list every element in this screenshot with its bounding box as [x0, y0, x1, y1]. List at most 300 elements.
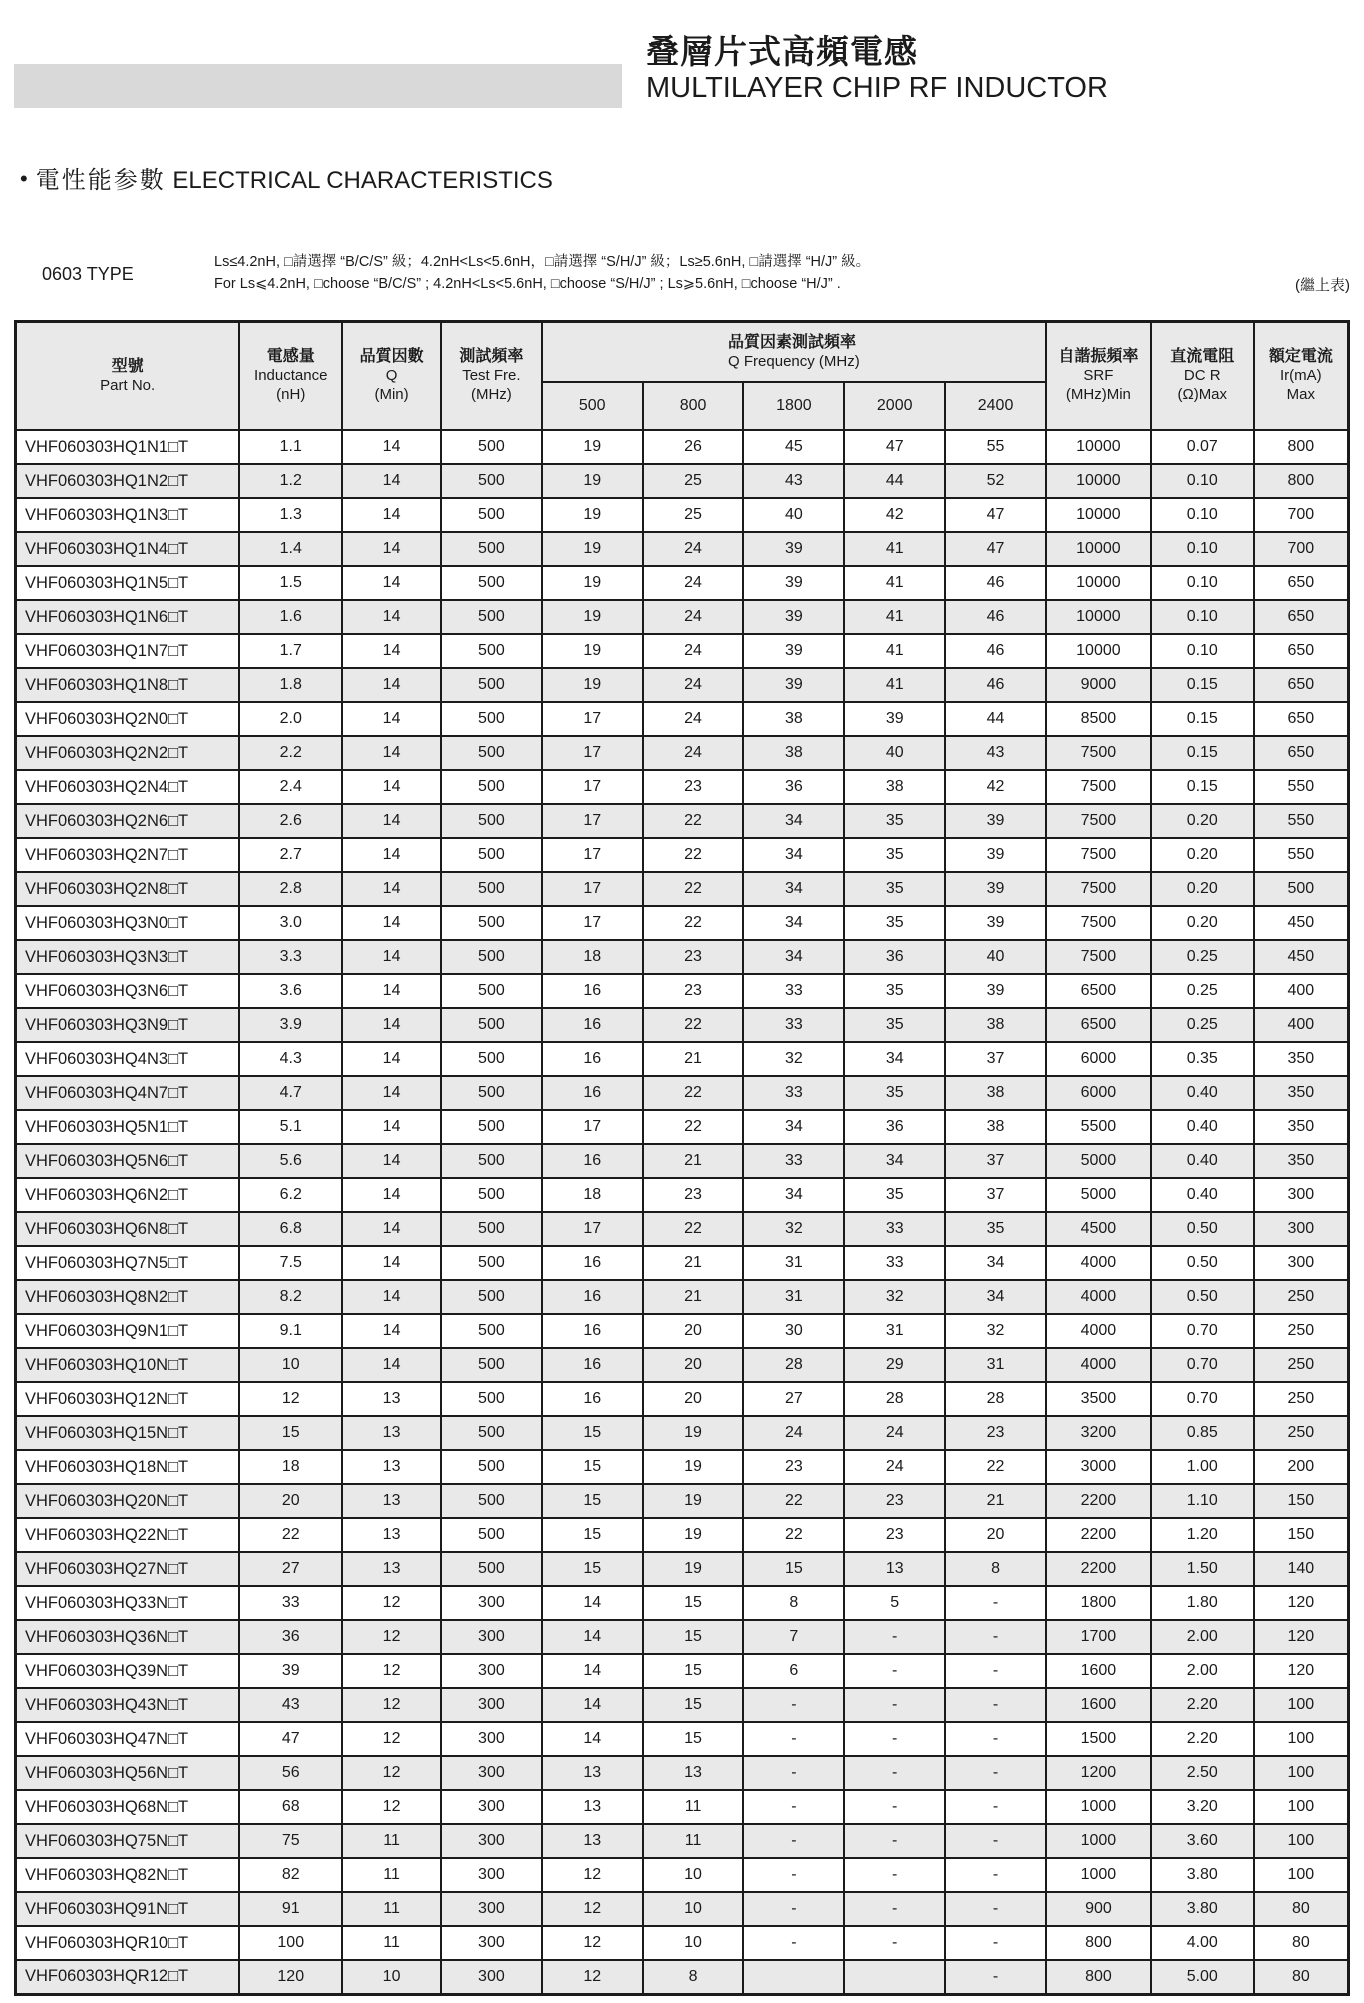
cell-rated-current: 350: [1254, 1110, 1349, 1144]
cell-q-at-2400: 28: [945, 1382, 1046, 1416]
cell-q-at-1800: 36: [743, 770, 844, 804]
cell-q-at-2000: 35: [844, 906, 945, 940]
cell-q-at-500: 14: [542, 1620, 643, 1654]
cell-q-min: 14: [342, 1076, 441, 1110]
cell-srf: 7500: [1046, 906, 1151, 940]
cell-q-at-800: 22: [643, 906, 744, 940]
table-row: [16, 1824, 1349, 1858]
bullet-icon: •: [20, 166, 28, 191]
cell-inductance: 18: [239, 1450, 342, 1484]
cell-test-frequency: 500: [441, 464, 542, 498]
cell-dcr: 3.20: [1151, 1790, 1254, 1824]
cell-q-at-1800: 34: [743, 804, 844, 838]
cell-rated-current: 250: [1254, 1416, 1349, 1450]
cell-q-at-2400: 39: [945, 804, 1046, 838]
cell-inductance: 10: [239, 1348, 342, 1382]
cell-q-at-2000: 5: [844, 1586, 945, 1620]
cell-q-at-500: 19: [542, 668, 643, 702]
table-row: [16, 1722, 1349, 1756]
cell-srf: 3500: [1046, 1382, 1151, 1416]
cell-rated-current: 100: [1254, 1824, 1349, 1858]
cell-q-at-2400: -: [945, 1756, 1046, 1790]
cell-test-frequency: 300: [441, 1824, 542, 1858]
page-title-cjk: 叠層片式高頻電感: [646, 33, 918, 70]
cell-part-no: VHF060303HQ3N0□T: [16, 906, 240, 940]
cell-q-at-800: 22: [643, 872, 744, 906]
cell-q-min: 12: [342, 1722, 441, 1756]
cell-q-at-500: 13: [542, 1756, 643, 1790]
cell-q-at-1800: -: [743, 1858, 844, 1892]
cell-q-min: 13: [342, 1416, 441, 1450]
cell-q-at-2000: 35: [844, 974, 945, 1008]
cell-q-at-800: 20: [643, 1314, 744, 1348]
cell-inductance: 4.3: [239, 1042, 342, 1076]
table-row: [16, 498, 1349, 532]
cell-rated-current: 350: [1254, 1076, 1349, 1110]
cell-srf: 5000: [1046, 1144, 1151, 1178]
cell-q-at-1800: 34: [743, 906, 844, 940]
cell-part-no: VHF060303HQ6N2□T: [16, 1178, 240, 1212]
cell-rated-current: 120: [1254, 1654, 1349, 1688]
cell-part-no: VHF060303HQ1N3□T: [16, 498, 240, 532]
cell-q-at-2000: 33: [844, 1212, 945, 1246]
cell-q-at-2400: -: [945, 1722, 1046, 1756]
cell-q-at-2000: 34: [844, 1042, 945, 1076]
cell-q-at-800: 21: [643, 1144, 744, 1178]
table-row: [16, 1586, 1349, 1620]
cell-q-at-2000: -: [844, 1688, 945, 1722]
cell-dcr: 0.50: [1151, 1280, 1254, 1314]
cell-test-frequency: 500: [441, 940, 542, 974]
cell-part-no: VHF060303HQ12N□T: [16, 1382, 240, 1416]
cell-q-at-500: 14: [542, 1586, 643, 1620]
cell-srf: 4000: [1046, 1246, 1151, 1280]
cell-test-frequency: 500: [441, 804, 542, 838]
cell-dcr: 0.15: [1151, 702, 1254, 736]
cell-q-at-1800: 39: [743, 634, 844, 668]
cell-inductance: 91: [239, 1892, 342, 1926]
cell-q-min: 14: [342, 804, 441, 838]
cell-q-at-2400: 34: [945, 1280, 1046, 1314]
cell-q-at-2000: 23: [844, 1518, 945, 1552]
cell-q-min: 13: [342, 1484, 441, 1518]
table-row: [16, 1552, 1349, 1586]
table-header: [16, 322, 1349, 431]
cell-q-at-1800: 39: [743, 668, 844, 702]
cell-q-min: 14: [342, 566, 441, 600]
cell-q-at-2000: 35: [844, 804, 945, 838]
cell-q-at-500: 16: [542, 1042, 643, 1076]
cell-q-min: 11: [342, 1858, 441, 1892]
cell-q-min: 14: [342, 668, 441, 702]
cell-q-at-500: 13: [542, 1824, 643, 1858]
cell-srf: 1000: [1046, 1858, 1151, 1892]
table-row: [16, 872, 1349, 906]
cell-q-at-2000: 28: [844, 1382, 945, 1416]
table-row: [16, 1518, 1349, 1552]
cell-inductance: 36: [239, 1620, 342, 1654]
cell-q-at-2000: 40: [844, 736, 945, 770]
table-row: [16, 1382, 1349, 1416]
cell-q-at-800: 24: [643, 532, 744, 566]
cell-srf: 3200: [1046, 1416, 1151, 1450]
cell-rated-current: 650: [1254, 634, 1349, 668]
cell-q-at-800: 23: [643, 1178, 744, 1212]
cell-q-min: 14: [342, 838, 441, 872]
cell-q-at-500: 18: [542, 940, 643, 974]
cell-rated-current: 300: [1254, 1212, 1349, 1246]
cell-q-at-500: 12: [542, 1858, 643, 1892]
table-body: [16, 430, 1349, 1994]
cell-part-no: VHF060303HQ20N□T: [16, 1484, 240, 1518]
cell-srf: 3000: [1046, 1450, 1151, 1484]
cell-q-at-2000: 35: [844, 1008, 945, 1042]
cell-q-at-500: 16: [542, 1246, 643, 1280]
cell-q-at-2000: 41: [844, 566, 945, 600]
cell-inductance: 12: [239, 1382, 342, 1416]
cell-test-frequency: 500: [441, 1076, 542, 1110]
cell-part-no: VHF060303HQ4N3□T: [16, 1042, 240, 1076]
cell-part-no: VHF060303HQ1N2□T: [16, 464, 240, 498]
cell-q-at-1800: 32: [743, 1042, 844, 1076]
cell-q-min: 12: [342, 1654, 441, 1688]
table-row: [16, 1416, 1349, 1450]
cell-q-at-2400: 22: [945, 1450, 1046, 1484]
cell-part-no: VHF060303HQ7N5□T: [16, 1246, 240, 1280]
cell-q-at-2000: 36: [844, 940, 945, 974]
cell-inductance: 68: [239, 1790, 342, 1824]
cell-test-frequency: 300: [441, 1790, 542, 1824]
cell-dcr: 0.10: [1151, 532, 1254, 566]
cell-dcr: 2.00: [1151, 1654, 1254, 1688]
column-header-test-frequency: 測試頻率 Test Fre. (MHz): [441, 322, 542, 431]
cell-q-at-500: 16: [542, 1314, 643, 1348]
cell-q-at-1800: 33: [743, 1008, 844, 1042]
cell-inductance: 75: [239, 1824, 342, 1858]
cell-q-at-800: 15: [643, 1722, 744, 1756]
table-row: [16, 838, 1349, 872]
cell-inductance: 1.4: [239, 532, 342, 566]
cell-q-at-2000: 41: [844, 600, 945, 634]
cell-q-at-2000: -: [844, 1790, 945, 1824]
cell-q-at-500: 16: [542, 1382, 643, 1416]
cell-srf: 1200: [1046, 1756, 1151, 1790]
cell-q-at-500: 19: [542, 600, 643, 634]
cell-q-at-800: 24: [643, 566, 744, 600]
cell-q-at-2000: -: [844, 1620, 945, 1654]
cell-inductance: 3.6: [239, 974, 342, 1008]
cell-test-frequency: 500: [441, 1178, 542, 1212]
cell-q-at-2000: -: [844, 1892, 945, 1926]
cell-q-at-800: 24: [643, 634, 744, 668]
cell-q-at-2400: 32: [945, 1314, 1046, 1348]
cell-test-frequency: 300: [441, 1960, 542, 1994]
cell-q-at-1800: [743, 1960, 844, 1994]
cell-q-at-1800: 38: [743, 736, 844, 770]
cell-q-at-2400: 39: [945, 838, 1046, 872]
cell-q-at-1800: 15: [743, 1552, 844, 1586]
cell-q-min: 12: [342, 1620, 441, 1654]
cell-q-at-2400: 37: [945, 1178, 1046, 1212]
cell-part-no: VHF060303HQ2N0□T: [16, 702, 240, 736]
cell-q-at-1800: 34: [743, 872, 844, 906]
cell-srf: 2200: [1046, 1518, 1151, 1552]
cell-srf: 10000: [1046, 464, 1151, 498]
cell-rated-current: 80: [1254, 1926, 1349, 1960]
cell-test-frequency: 500: [441, 1416, 542, 1450]
cell-q-at-800: 22: [643, 1076, 744, 1110]
cell-q-at-2400: 55: [945, 430, 1046, 464]
cell-q-at-800: 23: [643, 974, 744, 1008]
cell-q-at-800: 19: [643, 1484, 744, 1518]
page-title-en: MULTILAYER CHIP RF INDUCTOR: [646, 71, 1108, 104]
cell-q-at-2000: 42: [844, 498, 945, 532]
cell-test-frequency: 300: [441, 1688, 542, 1722]
cell-dcr: 4.00: [1151, 1926, 1254, 1960]
table-row: [16, 430, 1349, 464]
cell-q-min: 14: [342, 736, 441, 770]
type-label: 0603 TYPE: [42, 264, 134, 284]
cell-part-no: VHF060303HQ56N□T: [16, 1756, 240, 1790]
cell-q-at-500: 16: [542, 1076, 643, 1110]
cell-srf: 10000: [1046, 498, 1151, 532]
cell-part-no: VHF060303HQ2N2□T: [16, 736, 240, 770]
cell-part-no: VHF060303HQ5N6□T: [16, 1144, 240, 1178]
cell-rated-current: 500: [1254, 872, 1349, 906]
table-row: [16, 770, 1349, 804]
table-row: [16, 906, 1349, 940]
cell-dcr: 2.50: [1151, 1756, 1254, 1790]
cell-dcr: 1.50: [1151, 1552, 1254, 1586]
table-row: [16, 1858, 1349, 1892]
cell-dcr: 3.80: [1151, 1892, 1254, 1926]
cell-srf: 1800: [1046, 1586, 1151, 1620]
cell-rated-current: 120: [1254, 1586, 1349, 1620]
cell-q-at-500: 14: [542, 1654, 643, 1688]
cell-q-at-1800: 7: [743, 1620, 844, 1654]
cell-q-at-2000: 34: [844, 1144, 945, 1178]
cell-inductance: 1.8: [239, 668, 342, 702]
cell-q-at-800: 24: [643, 668, 744, 702]
cell-rated-current: 650: [1254, 600, 1349, 634]
cell-inductance: 8.2: [239, 1280, 342, 1314]
cell-q-at-500: 16: [542, 1280, 643, 1314]
cell-dcr: 0.10: [1151, 566, 1254, 600]
cell-srf: 9000: [1046, 668, 1151, 702]
cell-q-at-2000: 24: [844, 1450, 945, 1484]
cell-q-at-800: 24: [643, 702, 744, 736]
cell-q-at-800: 21: [643, 1042, 744, 1076]
cell-q-at-2400: 38: [945, 1110, 1046, 1144]
cell-inductance: 1.2: [239, 464, 342, 498]
cell-q-at-1800: 8: [743, 1586, 844, 1620]
cell-srf: 8500: [1046, 702, 1151, 736]
cell-part-no: VHF060303HQ2N7□T: [16, 838, 240, 872]
cell-rated-current: 80: [1254, 1960, 1349, 1994]
cell-q-min: 12: [342, 1688, 441, 1722]
column-header-freq-2400: 2400: [945, 382, 1046, 430]
cell-q-at-1800: -: [743, 1756, 844, 1790]
cell-q-min: 14: [342, 430, 441, 464]
cell-q-min: 14: [342, 498, 441, 532]
cell-q-at-1800: -: [743, 1790, 844, 1824]
cell-q-at-2400: -: [945, 1654, 1046, 1688]
cell-inductance: 4.7: [239, 1076, 342, 1110]
cell-test-frequency: 500: [441, 1518, 542, 1552]
cell-test-frequency: 500: [441, 1110, 542, 1144]
cell-q-at-2400: -: [945, 1620, 1046, 1654]
cell-q-min: 10: [342, 1960, 441, 1994]
cell-part-no: VHF060303HQ91N□T: [16, 1892, 240, 1926]
cell-part-no: VHF060303HQ1N8□T: [16, 668, 240, 702]
cell-q-at-800: 19: [643, 1518, 744, 1552]
cell-q-min: 11: [342, 1926, 441, 1960]
cell-q-at-2000: -: [844, 1722, 945, 1756]
cell-part-no: VHF060303HQ36N□T: [16, 1620, 240, 1654]
cell-q-at-2400: 44: [945, 702, 1046, 736]
cell-srf: 1500: [1046, 1722, 1151, 1756]
cell-q-min: 14: [342, 1314, 441, 1348]
cell-test-frequency: 500: [441, 1008, 542, 1042]
cell-q-at-2400: 38: [945, 1076, 1046, 1110]
cell-q-at-2400: 46: [945, 668, 1046, 702]
cell-q-min: 11: [342, 1892, 441, 1926]
header-gray-band: [14, 64, 622, 108]
cell-q-at-2400: 46: [945, 600, 1046, 634]
cell-part-no: VHF060303HQ43N□T: [16, 1688, 240, 1722]
cell-test-frequency: 500: [441, 702, 542, 736]
table-row: [16, 1620, 1349, 1654]
cell-q-min: 14: [342, 940, 441, 974]
cell-part-no: VHF060303HQ4N7□T: [16, 1076, 240, 1110]
cell-dcr: 0.15: [1151, 770, 1254, 804]
cell-inductance: 56: [239, 1756, 342, 1790]
cell-test-frequency: 300: [441, 1722, 542, 1756]
table-row: [16, 1688, 1349, 1722]
cell-q-at-1800: 22: [743, 1484, 844, 1518]
cell-q-min: 12: [342, 1790, 441, 1824]
table-row: [16, 736, 1349, 770]
cell-q-at-800: 19: [643, 1552, 744, 1586]
cell-rated-current: 100: [1254, 1858, 1349, 1892]
cell-q-at-2400: 39: [945, 974, 1046, 1008]
cell-srf: 10000: [1046, 430, 1151, 464]
cell-test-frequency: 300: [441, 1620, 542, 1654]
cell-q-min: 14: [342, 1008, 441, 1042]
cell-inductance: 39: [239, 1654, 342, 1688]
cell-part-no: VHF060303HQ22N□T: [16, 1518, 240, 1552]
cell-rated-current: 800: [1254, 430, 1349, 464]
cell-rated-current: 300: [1254, 1178, 1349, 1212]
cell-inductance: 5.6: [239, 1144, 342, 1178]
cell-q-at-800: 19: [643, 1416, 744, 1450]
cell-q-at-2400: 20: [945, 1518, 1046, 1552]
cell-part-no: VHF060303HQ1N1□T: [16, 430, 240, 464]
cell-inductance: 1.3: [239, 498, 342, 532]
cell-q-at-800: 22: [643, 838, 744, 872]
cell-q-at-1800: 34: [743, 1110, 844, 1144]
cell-test-frequency: 500: [441, 1144, 542, 1178]
table-row: [16, 804, 1349, 838]
cell-q-at-500: 14: [542, 1688, 643, 1722]
cell-q-min: 14: [342, 532, 441, 566]
cell-dcr: 0.20: [1151, 804, 1254, 838]
cell-inductance: 7.5: [239, 1246, 342, 1280]
cell-srf: 2200: [1046, 1484, 1151, 1518]
cell-part-no: VHF060303HQR12□T: [16, 1960, 240, 1994]
note-line-2: For Ls⩽4.2nH, □choose “B/C/S” ; 4.2nH<Ls<5.6nH, □choose “S/H/J” ; Ls⩾5.6nH, □choose “H/J” .: [214, 275, 841, 292]
cell-part-no: VHF060303HQ10N□T: [16, 1348, 240, 1382]
cell-q-at-800: 22: [643, 1212, 744, 1246]
cell-q-at-500: 17: [542, 906, 643, 940]
cell-q-at-1800: -: [743, 1926, 844, 1960]
cell-q-at-800: 20: [643, 1348, 744, 1382]
cell-q-at-800: 25: [643, 498, 744, 532]
cell-q-at-2000: 39: [844, 702, 945, 736]
cell-dcr: 0.35: [1151, 1042, 1254, 1076]
cell-q-at-1800: 39: [743, 532, 844, 566]
cell-q-at-2000: 33: [844, 1246, 945, 1280]
cell-srf: 1700: [1046, 1620, 1151, 1654]
cell-q-min: 14: [342, 600, 441, 634]
cell-inductance: 33: [239, 1586, 342, 1620]
cell-q-at-2400: 8: [945, 1552, 1046, 1586]
cell-q-at-2000: 41: [844, 532, 945, 566]
cell-q-min: 11: [342, 1824, 441, 1858]
cell-q-at-500: 16: [542, 1348, 643, 1382]
cell-srf: 6000: [1046, 1042, 1151, 1076]
page-title-block: [646, 34, 1108, 104]
cell-srf: 5000: [1046, 1178, 1151, 1212]
cell-inductance: 20: [239, 1484, 342, 1518]
cell-q-min: 14: [342, 1144, 441, 1178]
cell-dcr: 0.25: [1151, 1008, 1254, 1042]
cell-q-at-1800: 33: [743, 1144, 844, 1178]
column-header-freq-800: 800: [643, 382, 744, 430]
cell-q-at-800: 22: [643, 1110, 744, 1144]
cell-dcr: 0.40: [1151, 1076, 1254, 1110]
section-heading: [20, 160, 553, 195]
cell-q-min: 14: [342, 464, 441, 498]
cell-q-at-2000: 29: [844, 1348, 945, 1382]
cell-q-at-1800: 34: [743, 838, 844, 872]
cell-test-frequency: 500: [441, 566, 542, 600]
cell-part-no: VHF060303HQ39N□T: [16, 1654, 240, 1688]
cell-q-at-1800: -: [743, 1722, 844, 1756]
cell-rated-current: 700: [1254, 498, 1349, 532]
cell-q-at-1800: 43: [743, 464, 844, 498]
cell-srf: 1600: [1046, 1688, 1151, 1722]
table-row: [16, 1926, 1349, 1960]
column-header-freq-500: 500: [542, 382, 643, 430]
cell-dcr: 0.20: [1151, 906, 1254, 940]
cell-inductance: 2.0: [239, 702, 342, 736]
cell-q-at-2400: 21: [945, 1484, 1046, 1518]
cell-q-at-2400: 47: [945, 532, 1046, 566]
cell-q-at-500: 19: [542, 634, 643, 668]
cell-inductance: 3.3: [239, 940, 342, 974]
cell-srf: 800: [1046, 1926, 1151, 1960]
note-line-1: Ls≤4.2nH, □請選擇 “B/C/S” 級；4.2nH<Ls<5.6nH，□請選擇 “S/H/J” 級；Ls≥5.6nH, □請選擇 “H/J” 級。: [214, 254, 871, 270]
cell-q-min: 14: [342, 770, 441, 804]
cell-dcr: 0.85: [1151, 1416, 1254, 1450]
table-row: [16, 464, 1349, 498]
cell-q-at-500: 15: [542, 1552, 643, 1586]
cell-q-at-800: 13: [643, 1756, 744, 1790]
cell-test-frequency: 500: [441, 974, 542, 1008]
column-header-dcr: 直流電阻 DC R (Ω)Max: [1151, 322, 1254, 431]
cell-q-min: 13: [342, 1382, 441, 1416]
